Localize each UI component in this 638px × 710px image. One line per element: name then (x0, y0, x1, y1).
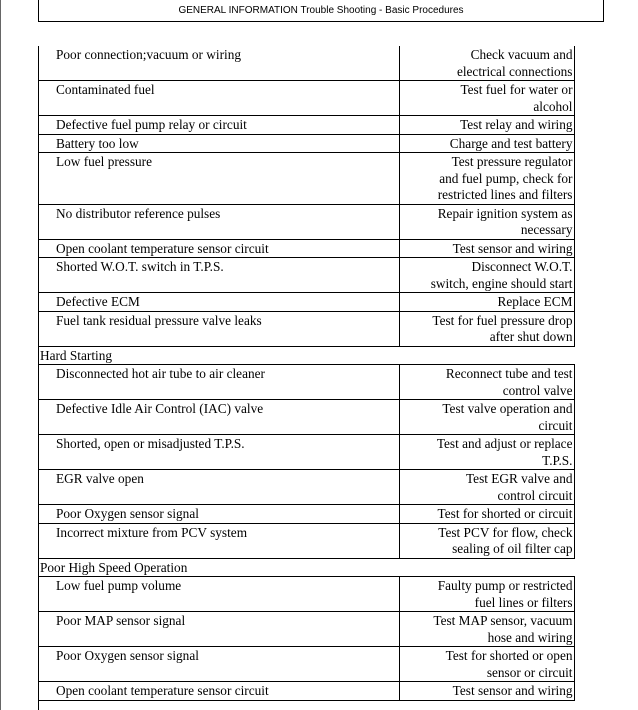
remedy-line: sealing of oil filter cap (452, 541, 573, 556)
table-row (38, 435, 574, 470)
cause-cell: Open coolant temperature sensor circuit (38, 682, 399, 701)
table-row (38, 153, 574, 205)
section-heading: Poor High Speed Operation (38, 558, 574, 577)
table-row (38, 239, 574, 258)
remedy-cell (399, 134, 574, 153)
table-row (38, 365, 574, 400)
cause-cell: Poor Oxygen sensor signal (38, 647, 399, 682)
table-row (38, 400, 574, 435)
cause-cell: Low fuel pump volume (38, 577, 399, 612)
remedy-line: T.P.S. (542, 452, 573, 468)
cause-cell: Defective Idle Air Control (IAC) valve (38, 400, 399, 435)
remedy-line: Test fuel for water or (460, 82, 573, 97)
remedy-cell (399, 647, 574, 682)
cause-cell: No distributor reference pulses (38, 204, 399, 239)
table-row (38, 116, 574, 135)
remedy-line: Test pressure regulator (451, 154, 573, 169)
remedy-line: Repair ignition system as (437, 205, 573, 221)
remedy-cell (399, 46, 574, 81)
remedy-line: Test EGR valve and (465, 471, 573, 486)
remedy-line: Test for fuel pressure drop (432, 312, 573, 328)
remedy-line: fuel lines or filters (474, 594, 573, 610)
cause-cell: Defective fuel pump relay or circuit (38, 116, 399, 135)
table-row (38, 505, 574, 524)
remedy-line: after shut down (489, 329, 573, 344)
remedy-cell (399, 239, 574, 258)
cause-cell: Contaminated fuel (38, 81, 399, 116)
remedy-line: Test for shorted or circuit (437, 506, 573, 521)
cause-cell: Defective ECM (38, 293, 399, 312)
remedy-line: Test and adjust or replace (436, 436, 573, 451)
table-row (38, 134, 574, 153)
table-row (38, 258, 574, 293)
table-row (38, 523, 574, 558)
remedy-cell (399, 365, 574, 400)
cause-cell: Disconnected hot air tube to air cleaner (38, 365, 399, 400)
remedy-cell (399, 311, 574, 346)
remedy-line: Test sensor and wiring (452, 240, 573, 256)
remedy-line: control circuit (497, 487, 573, 503)
remedy-cell (399, 435, 574, 470)
remedy-line: sensor or circuit (486, 664, 573, 680)
cause-cell: Fuel tank residual pressure valve leaks (38, 311, 399, 346)
remedy-cell (399, 470, 574, 505)
remedy-line: and fuel pump, check for (439, 170, 573, 186)
table-row (38, 577, 574, 612)
cause-cell: Shorted, open or misadjusted T.P.S. (38, 435, 399, 470)
section-heading-row (38, 346, 574, 365)
troubleshooting-table-wrapper (38, 46, 574, 701)
table-row (38, 204, 574, 239)
remedy-line: Test relay and wiring (460, 117, 573, 132)
cause-cell: Low fuel pressure (38, 153, 399, 205)
troubleshooting-table-body (38, 46, 574, 700)
cause-cell: Battery too low (38, 134, 399, 153)
remedy-line: Reconnect tube and test (445, 366, 573, 381)
remedy-line: electrical connections (456, 63, 573, 79)
remedy-line: Charge and test battery (449, 135, 573, 151)
cause-cell: Incorrect mixture from PCV system (38, 523, 399, 558)
remedy-cell (399, 116, 574, 135)
remedy-line: control valve (502, 382, 573, 398)
section-heading-row (38, 558, 574, 577)
remedy-cell (399, 258, 574, 293)
remedy-line: switch, engine should start (430, 275, 573, 291)
remedy-line: Check vacuum and (470, 47, 573, 62)
page-header: GENERAL INFORMATION Trouble Shooting - Basic Procedures (38, 0, 604, 22)
troubleshooting-table (38, 46, 575, 701)
remedy-line: Test sensor and wiring (452, 683, 573, 698)
remedy-cell (399, 682, 574, 701)
cause-cell: Poor MAP sensor signal (38, 612, 399, 647)
table-row (38, 682, 574, 701)
remedy-cell (399, 577, 574, 612)
remedy-line: Test valve operation and (442, 401, 573, 416)
remedy-line: Replace ECM (497, 294, 573, 309)
table-row (38, 293, 574, 312)
remedy-line: necessary (520, 222, 573, 237)
table-row (38, 647, 574, 682)
remedy-line: alcohol (533, 98, 573, 114)
table-row (38, 612, 574, 647)
page-edge (0, 0, 1, 710)
remedy-cell (399, 400, 574, 435)
cause-cell: Shorted W.O.T. switch in T.P.S. (38, 258, 399, 293)
cause-cell: EGR valve open (38, 470, 399, 505)
remedy-line: Faulty pump or restricted (437, 578, 573, 593)
table-row (38, 311, 574, 346)
table-row (38, 46, 574, 81)
remedy-line: Test for shorted or open (445, 648, 573, 663)
remedy-cell (399, 153, 574, 205)
remedy-cell (399, 204, 574, 239)
section-heading: Hard Starting (38, 346, 574, 365)
cause-cell: Open coolant temperature sensor circuit (38, 239, 399, 258)
cause-cell: Poor Oxygen sensor signal (38, 505, 399, 524)
table-row (38, 81, 574, 116)
remedy-line: Test MAP sensor, vacuum (433, 613, 573, 628)
cause-cell: Poor connection;vacuum or wiring (38, 46, 399, 81)
remedy-line: hose and wiring (487, 629, 573, 645)
remedy-line: circuit (538, 417, 573, 433)
remedy-cell (399, 293, 574, 312)
remedy-cell (399, 81, 574, 116)
table-row (38, 470, 574, 505)
remedy-line: Disconnect W.O.T. (471, 259, 573, 274)
remedy-cell (399, 523, 574, 558)
remedy-cell (399, 612, 574, 647)
remedy-cell (399, 505, 574, 524)
remedy-line: restricted lines and filters (437, 187, 573, 202)
remedy-line: Test PCV for flow, check (438, 524, 573, 540)
